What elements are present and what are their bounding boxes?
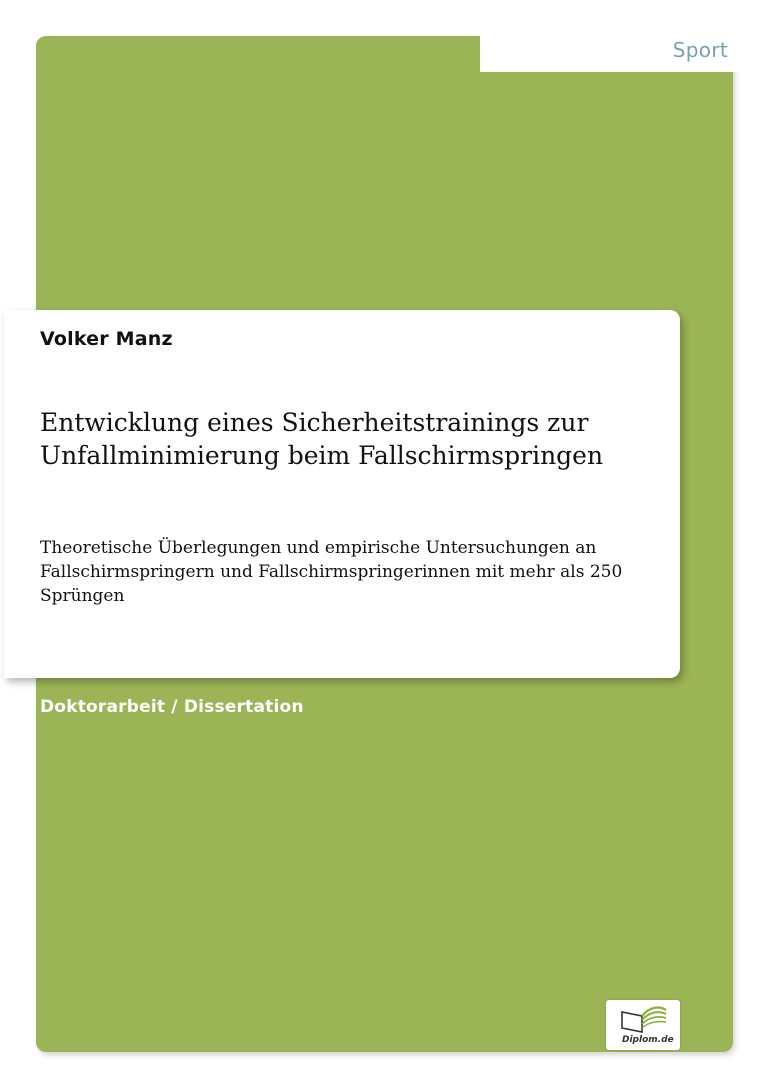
category-label: Sport (672, 38, 728, 62)
title-card (4, 310, 680, 678)
publisher-name: Diplom.de (622, 1035, 674, 1045)
document-type: Doktorarbeit / Dissertation (40, 697, 304, 717)
open-book-icon (616, 1004, 670, 1034)
book-subtitle: Theoretische Überlegungen und empirische Untersuchungen an Fallschirmspringern und Fallschirmspringerinnen mit mehr als 250 Sprüngen (40, 538, 623, 606)
author-name: Volker Manz (40, 328, 173, 350)
book-title: Entwicklung eines Sicherheitstrainings zur Unfallminimierung beim Fallschirmspringen (40, 408, 604, 470)
publisher-logo (606, 1000, 680, 1050)
